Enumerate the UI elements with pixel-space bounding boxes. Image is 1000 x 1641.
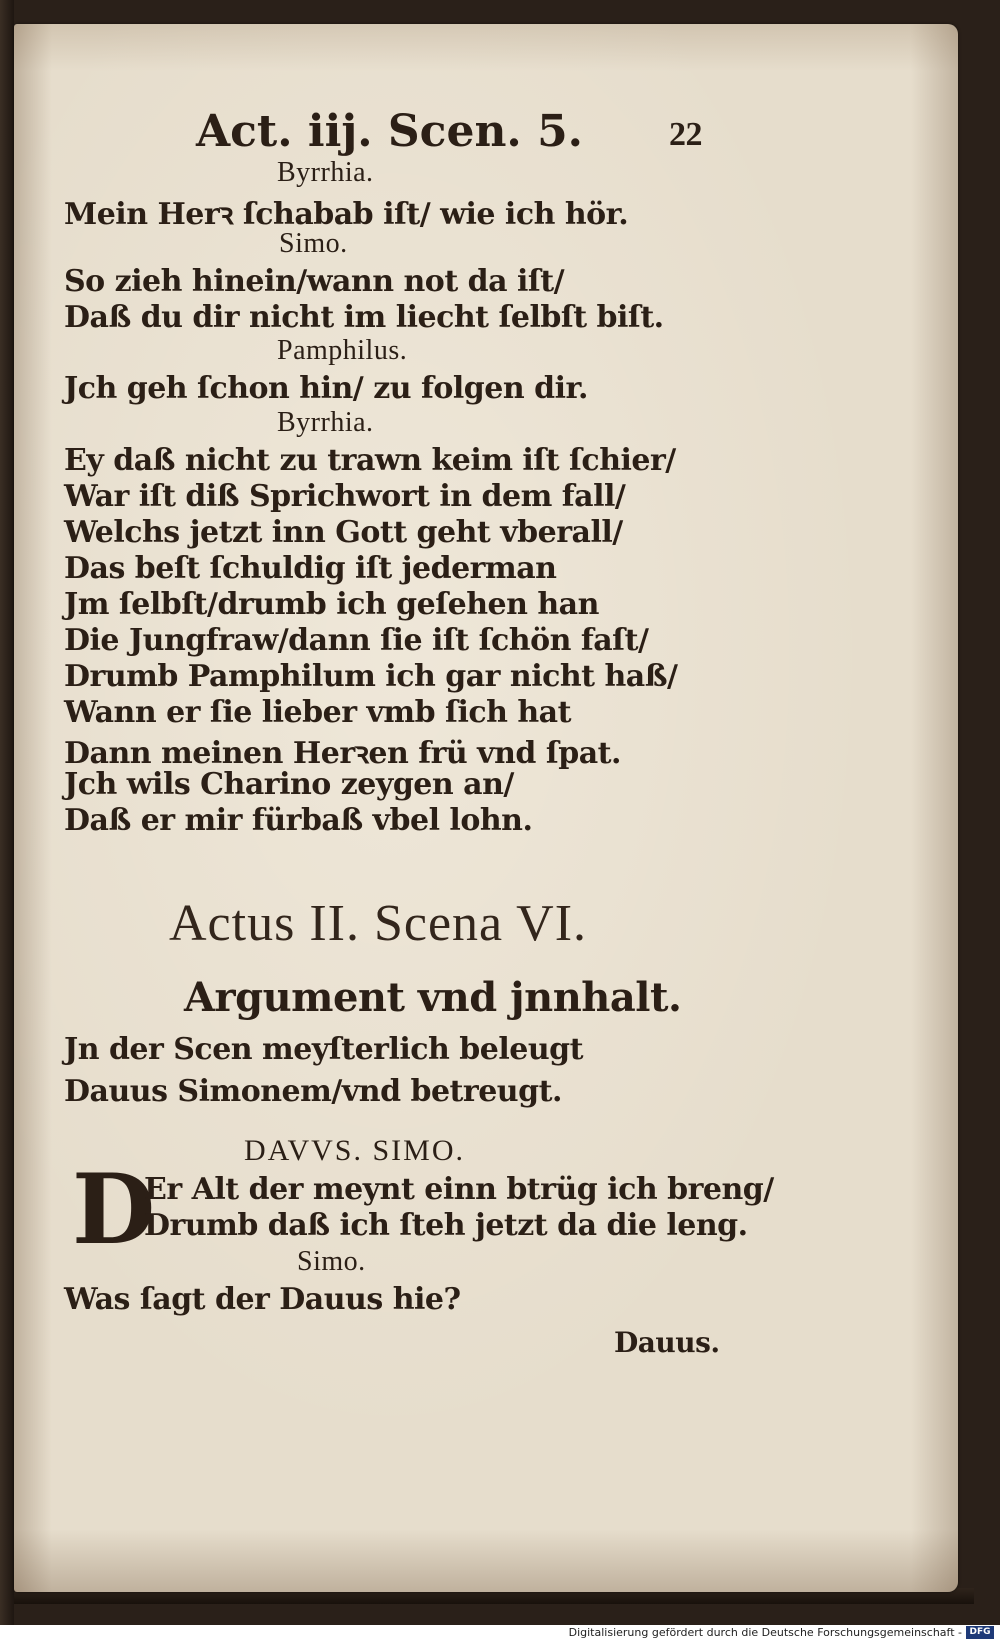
dfg-logo-icon: DFG	[966, 1626, 994, 1639]
running-head: Act. iij. Scen. 5.	[196, 106, 583, 157]
speaker-label: Simo.	[279, 228, 348, 259]
catchword: Dauus.	[614, 1326, 720, 1359]
verse-line: Welchs jetzt inn Gott geht vberall/	[64, 515, 623, 550]
digitization-footer	[0, 1625, 1000, 1641]
verse-line: So zieh hinein/wann not da iſt/	[64, 264, 565, 299]
verse-line: Drumb Pamphilum ich gar nicht haß/	[64, 659, 678, 694]
book-page	[14, 24, 958, 1592]
verse-line: Mein Herꝛ ſchabab iſt/ wie ich hör.	[64, 197, 629, 232]
act-scene-heading: Actus II. Scena VI.	[169, 895, 588, 952]
book-cover-edge	[0, 0, 14, 1625]
verse-line: Jm ſelbſt/drumb ich geſehen han	[64, 587, 599, 622]
page-number: 22	[669, 116, 702, 153]
verse-line: Das beſt ſchuldig iſt jederman	[64, 551, 557, 586]
verse-line: Jch wils Charino zeygen an/	[64, 767, 514, 802]
persons-line: DAVVS. SIMO.	[244, 1134, 465, 1167]
verse-line: Die Jungfraw/dann ſie iſt ſchön faſt/	[64, 623, 649, 658]
argument-line: Dauus Simonem/vnd betreugt.	[64, 1074, 562, 1109]
verse-line: Wann er ſie lieber vmb ſich hat	[64, 695, 571, 730]
speaker-label: Byrrhia.	[277, 157, 374, 188]
verse-line: Daß er mir fürbaß vbel lohn.	[64, 803, 533, 838]
verse-line: Er Alt der meynt einn btrüg ich breng/	[144, 1172, 774, 1207]
verse-line: Daß du dir nicht im liecht ſelbſt biſt.	[64, 300, 664, 335]
speaker-label: Byrrhia.	[277, 407, 374, 438]
verse-line: Dann meinen Herꝛen frü vnd ſpat.	[64, 736, 621, 771]
verse-line: Was ſagt der Dauus hie?	[64, 1282, 461, 1317]
speaker-label: Pamphilus.	[277, 335, 408, 366]
verse-line: War iſt diß Sprichwort in dem fall/	[64, 479, 626, 514]
argument-line: Jn der Scen meyſterlich beleugt	[64, 1032, 583, 1067]
verse-line: Ey daß nicht zu trawn keim iſt ſchier/	[64, 443, 676, 478]
verse-line: Drumb daß ich ſteh jetzt da die leng.	[144, 1208, 748, 1243]
footer-credit: Digitalisierung gefördert durch die Deutsche Forschungsgemeinschaft -	[568, 1626, 962, 1639]
argument-heading: Argument vnd jnnhalt.	[184, 974, 682, 1021]
drop-cap-initial: D	[72, 1153, 156, 1266]
speaker-label: Simo.	[297, 1246, 366, 1277]
verse-line: Jch geh ſchon hin/ zu folgen dir.	[64, 371, 588, 406]
